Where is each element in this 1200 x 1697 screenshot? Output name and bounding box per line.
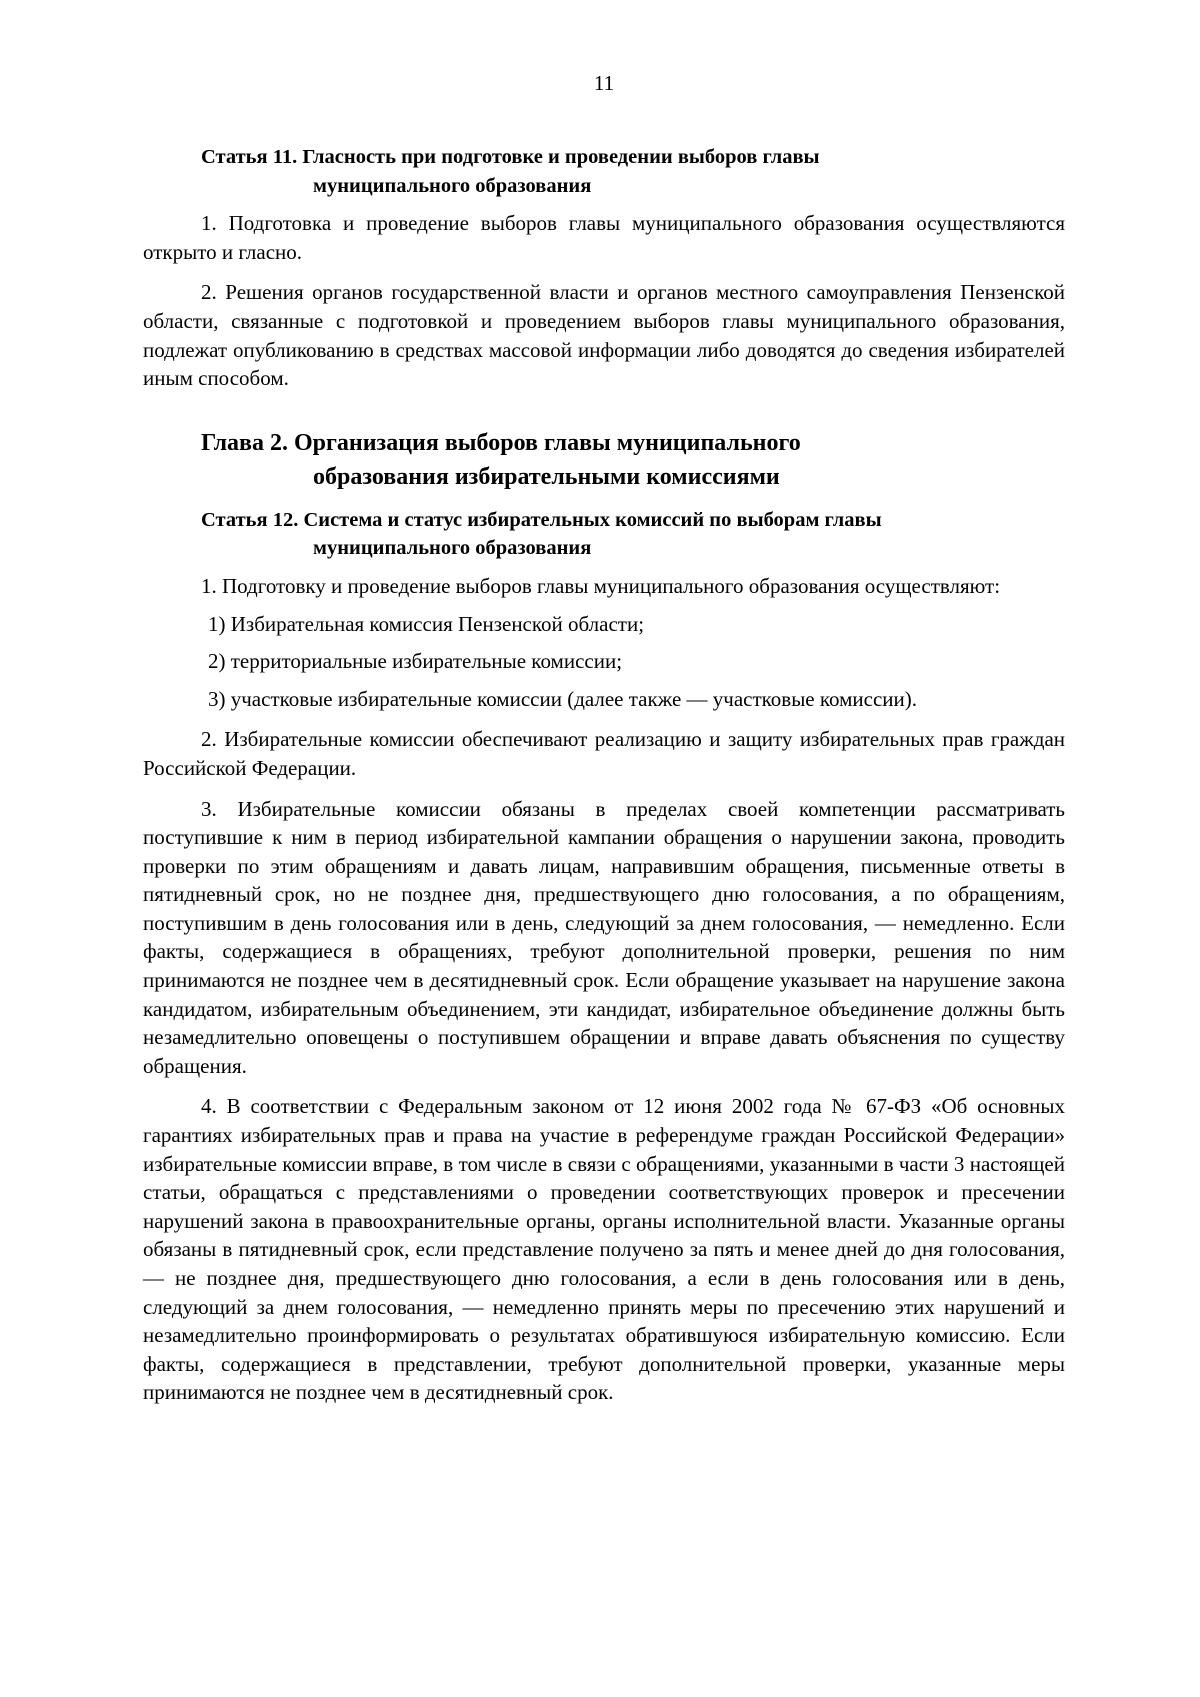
article-11-paragraph-1: 1. Подготовка и проведение выборов главы муниципального образования осуществляются открыто и гласно. <box>143 211 1065 264</box>
chapter-2-heading <box>143 426 1065 494</box>
list-item: 3) участковые избирательные комиссии (далее также — участковые комиссии). <box>208 686 917 711</box>
article-11-heading <box>143 143 1065 200</box>
page-number: 11 <box>593 71 615 95</box>
article-12-paragraph-3: 3. Избирательные комиссии обязаны в пределах своей компетенции рассматривать поступившие к ним в период избирательной кампании обращения о нарушении закона, проводить проверки по этим обращениям и давать лицам, направившим обращения, письменные ответы в пятидневный срок, но не позднее дня, предшествующего дню голосования, а по обращениям, поступившим в день голосования или в день, следующий за днем голосования, — немедленно. Если факты, содержащиеся в обращениях, требуют дополнительной проверки, решения по ним принимаются не позднее чем в десятидневный срок. Если обращение указывает на нарушение закона кандидатом, избирательным объединением, эти кандидат, избирательное объединение должны быть незамедлительно оповещены о поступившем обращении и вправе давать объяснения по существу обращения. <box>143 796 1065 1078</box>
article-11-paragraph-2: 2. Решения органов государственной власти и органов местного самоуправления Пензенской области, связанные с подготовкой и проведением выборов главы муниципального образования, подлежат опубликованию в средствах массовой информации либо доводятся до сведения избирателей иным способом. <box>143 280 1065 391</box>
article-12-heading <box>143 506 1065 563</box>
list-item: 1) Избирательная комиссия Пензенской области; <box>208 611 645 636</box>
chapter-2-heading-line1: Глава 2. Организация выборов главы муниципального <box>201 429 801 456</box>
article-12-heading-line2: муниципального образования <box>313 537 592 560</box>
article-12-paragraph-4: 4. В соответствии с Федеральным законом от 12 июня 2002 года № 67-ФЗ «Об основных гарантиях избирательных прав и права на участие в референдуме граждан Российской Федерации» избирательные комиссии вправе, в том числе в связи с обращениями, указанными в части 3 настоящей статьи, обращаться с представлениями о проведении соответствующих проверок и пресечении нарушений закона в правоохранительные органы, органы исполнительной власти. Указанные органы обязаны в пятидневный срок, если представление получено за пять и менее дней до дня голосования, — не позднее дня, предшествующего дню голосования, а если в день голосования или в день, следующий за днем голосования, — немедленно принять меры по пресечению этих нарушений и незамедлительно проинформировать о результатах обратившуюся избирательную комиссию. Если факты, содержащиеся в представлении, требуют дополнительной проверки, указанные меры принимаются не позднее чем в десятидневный срок. <box>143 1094 1065 1405</box>
article-11-heading-line1: Статья 11. Гласность при подготовке и проведении выборов главы <box>201 146 820 168</box>
article-12-heading-line1: Статья 12. Система и статус избирательных комиссий по выборам главы <box>201 508 882 531</box>
article-12-paragraph-2: 2. Избирательные комиссии обеспечивают реализацию и защиту избирательных прав граждан Российской Федерации. <box>143 727 1065 780</box>
article-12-paragraph-1: 1. Подготовку и проведение выборов главы муниципального образования осуществляют: <box>201 573 1001 598</box>
article-11-heading-line2: муниципального образования <box>313 174 592 197</box>
document-body <box>143 143 1065 1407</box>
list-item: 2) территориальные избирательные комиссии; <box>208 649 623 674</box>
chapter-2-heading-line2: образования избирательными комиссиями <box>313 463 780 490</box>
